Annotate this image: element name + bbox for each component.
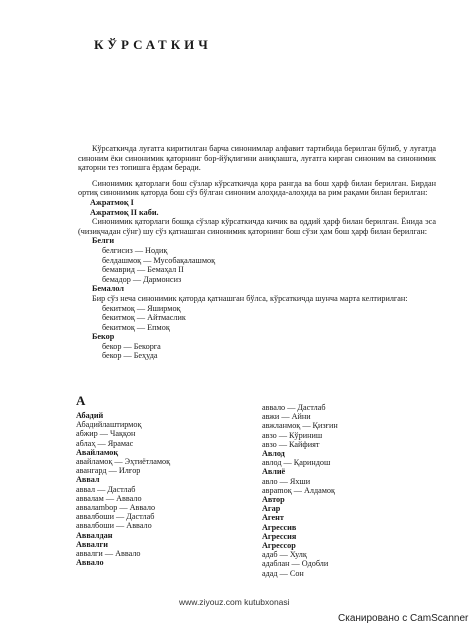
index-entry: аввало — Дастлаб	[262, 403, 326, 412]
index-headword: Аввалги	[76, 539, 108, 549]
index-headword: Агент	[262, 513, 284, 523]
index-headword: Авлод	[262, 449, 285, 459]
index-entry: авло — Яхши	[262, 476, 311, 486]
index-entry: адад — Сон	[262, 568, 304, 578]
page-title: КЎРСАТКИЧ	[94, 37, 212, 52]
index-entry: адаблан — Одобли	[262, 559, 329, 569]
example-line: Ажратмоқ II каби.	[90, 207, 159, 217]
index-entry: аввалбоши — Аввало	[76, 521, 152, 531]
index-entry: авлод — Қариндош	[262, 458, 331, 468]
index-entry: авжи — Айни	[262, 412, 311, 422]
intro-paragraph-2: Синонимик қаторлаги бош сўзлар кўрсаткичда қора рангда ва бош ҳарф билан берилган. Бирдан ортиқ синонимик қаторда бош сўз бўлган синоним алоҳида-алоҳида ва рим рақами билан берилган:	[78, 178, 436, 198]
example-line: бекор — Бекорга	[102, 341, 161, 351]
index-headword: Агрессия	[262, 531, 297, 541]
index-entry: авжланмоқ — Қизғин	[262, 421, 338, 431]
index-entry: аблаҳ — Ярамас	[76, 438, 134, 448]
example-line: белгисиз — Нодиқ	[102, 245, 168, 255]
example-line: бемаврид — Бемаҳал II	[102, 265, 184, 275]
index-entry: адаб — Хулқ	[262, 550, 307, 560]
index-entry: аввалбоши — Дастлаб	[76, 512, 155, 522]
index-entry: аввалам — Аввало	[76, 493, 142, 503]
index-headword: Аввало	[76, 558, 104, 568]
intro-section	[78, 144, 436, 361]
example-line: белдашмоқ — Мусобақалашмоқ	[102, 255, 216, 265]
index-headword: Автор	[262, 495, 285, 505]
index-column-left	[76, 411, 246, 567]
intro-paragraph-1: Кўрсаткичда луғатга киритилган барча синонимлар алфавит тартибида берилган бўлиб, у луғатда синоним ёки синонимик қаторнинг бор-йўқлигини аниқлашга, луғатга кирган синоним ва синонимик қаторни тез топишга ёрдам беради.	[78, 144, 436, 173]
index-column-right	[262, 403, 432, 578]
example-head: Бемалол	[92, 284, 124, 294]
example-line: бекитмоқ — Епмоқ	[102, 322, 170, 332]
intro-paragraph-4: Бир сўз неча синонимик қаторда қатнашган бўлса, кўрсаткичда шунча марта келтирилган:	[92, 293, 408, 303]
index-entry: аввалги — Аввало	[76, 549, 141, 559]
index-headword: Агар	[262, 504, 281, 514]
index-entry: авзо — Кўриниш	[262, 430, 323, 440]
index-headword: Абадий	[76, 411, 104, 420]
index-entry: авангард — Илғор	[76, 466, 141, 476]
index-headword: Агрессор	[262, 541, 296, 551]
example-head: Белги	[92, 236, 115, 246]
intro-paragraph-3: Синонимик қаторлаги бошқа сўзлар кўрсаткичда кичик ва оддий ҳарф билан берилган. Ёнида эса (чизиқчадан сўнг) шу сўз қатнашган синонимик қаторнинг бош сўзи ҳам бош ҳарф билан берилган:	[78, 217, 436, 236]
index-entry: авраmoқ — Алдамоқ	[262, 485, 335, 495]
index-headword: Аввал	[76, 475, 100, 485]
footer-site-text: www.ziyouz.com kutubxonasi	[179, 597, 290, 607]
index-headword: Агрессив	[262, 522, 297, 532]
index-entry: Абадийлаштирмоқ	[76, 420, 142, 430]
index-entry: аввалambор — Аввало	[76, 503, 156, 513]
example-line: Ажратмоқ I	[90, 197, 134, 207]
example-line: бекитмоқ — Яширмоқ	[102, 303, 181, 313]
index-entry: аввал — Дастлаб	[76, 484, 136, 494]
example-line: бемадор — Дармонсиз	[102, 274, 182, 284]
index-entry: авзо — Кайфият	[262, 439, 320, 449]
index-headword: Авлиё	[262, 467, 286, 477]
example-line: бекор — Беҳуда	[102, 351, 158, 361]
example-head: Бекор	[92, 332, 115, 342]
example-line: бекитмоқ — Айтмаслик	[102, 313, 186, 323]
index-headword: Авайламоқ	[76, 447, 119, 457]
index-entry: абжир — Чаққон	[76, 429, 136, 439]
section-letter: А	[76, 393, 86, 408]
footer-scan-text: Сканировано с CamScanner	[338, 613, 469, 624]
index-headword: Аввалдан	[76, 530, 113, 540]
index-entry: авайламоқ — Эҳтиётламоқ	[76, 457, 171, 467]
